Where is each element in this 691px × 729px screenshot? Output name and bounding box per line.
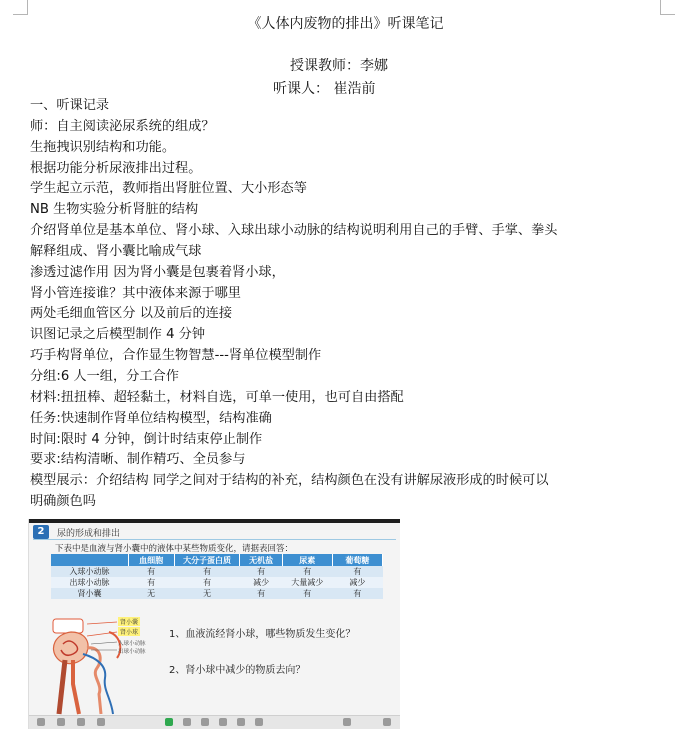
toolbar-tool-icon[interactable] bbox=[77, 718, 85, 726]
nephron-diagram bbox=[43, 614, 163, 719]
table-row bbox=[51, 566, 383, 577]
notes-line: 材料:扭扭棒、超轻黏土，材料自选，可单一使用，也可自由搭配 bbox=[30, 389, 404, 405]
table-cell: 大量减少 bbox=[282, 577, 332, 588]
notes-line: 解释组成、肾小囊比喻成气球 bbox=[30, 243, 202, 259]
table-header-cell: 尿素 bbox=[282, 554, 332, 566]
table-cell: 有 bbox=[332, 588, 382, 599]
notes-line: 明确颜色吗 bbox=[30, 494, 96, 510]
notes-body bbox=[30, 96, 670, 513]
notes-line: 分组:6 人一组，分工合作 bbox=[30, 368, 179, 384]
table-row bbox=[51, 577, 383, 588]
notes-line: 师：自主阅读泌尿系统的组成？ bbox=[30, 118, 215, 134]
table-cell: 减少 bbox=[240, 577, 282, 588]
notes-line: 任务:快速制作肾单位结构模型，结构准确 bbox=[30, 410, 272, 426]
table-cell: 有 bbox=[240, 588, 282, 599]
table-header-cell bbox=[51, 554, 128, 566]
notes-line: 根据功能分析尿液排出过程。 bbox=[30, 160, 202, 176]
toolbar-prev-icon[interactable] bbox=[343, 718, 351, 726]
toolbar-shape-icon[interactable] bbox=[219, 718, 227, 726]
table-cell: 无 bbox=[174, 588, 240, 599]
table-cell: 有 bbox=[282, 566, 332, 577]
notes-line: 识图记录之后模型制作 4 分钟 bbox=[30, 327, 206, 343]
table-cell: 有 bbox=[174, 577, 240, 588]
section-number-badge: 2 bbox=[33, 525, 49, 539]
table-cell: 入球小动脉 bbox=[51, 566, 128, 577]
notes-line: 模型展示：介绍结构 同学之间对于结构的补充，结构颜色在没有讲解尿液形成的时候可以 bbox=[30, 473, 549, 489]
table-cell: 有 bbox=[240, 566, 282, 577]
table-cell: 有 bbox=[332, 566, 382, 577]
notes-line: 生拖拽识别结构和功能。 bbox=[30, 139, 176, 155]
toolbar-pen-icon[interactable] bbox=[183, 718, 191, 726]
slide-top-bar bbox=[29, 519, 400, 523]
toolbar-next-icon[interactable] bbox=[383, 718, 391, 726]
substance-table bbox=[51, 554, 383, 599]
table-header-cell: 葡萄糖 bbox=[332, 554, 382, 566]
table-header-cell: 无机盐 bbox=[240, 554, 282, 566]
label-glomerulus: 肾小球 bbox=[120, 629, 139, 636]
listener-line: 听课人： 崔浩前 bbox=[273, 81, 376, 97]
notes-line: 肾小管连接谁？其中液体来源于哪里 bbox=[30, 285, 241, 301]
table-cell: 有 bbox=[174, 566, 240, 577]
table-header-cell: 血细胞 bbox=[128, 554, 174, 566]
toolbar-undo-icon[interactable] bbox=[237, 718, 245, 726]
notes-line: 巧手构肾单位，合作显生物智慧---肾单位模型制作 bbox=[30, 348, 322, 364]
slide-section-header bbox=[33, 525, 396, 540]
table-cell: 减少 bbox=[332, 577, 382, 588]
toolbar-tool-icon[interactable] bbox=[97, 718, 105, 726]
toolbar-home-icon[interactable] bbox=[37, 718, 45, 726]
notes-line: 一、听课记录 bbox=[30, 98, 110, 113]
table-cell: 有 bbox=[128, 577, 174, 588]
label-renal-capsule: 肾小囊 bbox=[120, 619, 139, 626]
table-cell: 有 bbox=[282, 588, 332, 599]
toolbar-pointer-icon[interactable] bbox=[165, 718, 173, 726]
toolbar-tool-icon[interactable] bbox=[255, 718, 263, 726]
slide-question-1: 1、血液流经肾小球，哪些物质发生变化？ bbox=[169, 629, 356, 640]
notes-line: NB 生物实验分析肾脏的结构 bbox=[30, 202, 199, 218]
presentation-toolbar bbox=[29, 715, 400, 729]
label-efferent-arteriole: 出球小动脉 bbox=[118, 649, 146, 655]
notes-line: 时间:限时 4 分钟，倒计时结束停止制作 bbox=[30, 431, 263, 447]
section-title: 尿的形成和排出 bbox=[57, 529, 121, 539]
notes-line: 介绍肾单位是基本单位、肾小球、入球出球小动脉的结构说明利用自己的手臂、手掌、拳头 bbox=[30, 223, 558, 239]
teacher-line: 授课教师：李娜 bbox=[290, 58, 388, 74]
table-cell: 肾小囊 bbox=[51, 588, 128, 599]
embedded-slide-image bbox=[28, 519, 400, 729]
toolbar-eraser-icon[interactable] bbox=[201, 718, 209, 726]
table-header-row bbox=[51, 554, 383, 566]
table-cell: 出球小动脉 bbox=[51, 577, 128, 588]
document-title: 《人体内废物的排出》听课笔记 bbox=[247, 16, 444, 32]
slide-question-2: 2、肾小球中减少的物质去向？ bbox=[169, 665, 306, 676]
nephron-drawing bbox=[43, 614, 163, 719]
notes-line: 两处毛细血管区分 以及前后的连接 bbox=[30, 306, 233, 322]
table-row bbox=[51, 588, 383, 599]
notes-line: 学生起立示范，教师指出肾脏位置、大小形态等 bbox=[30, 181, 307, 197]
notes-line: 要求:结构清晰、制作精巧、全员参与 bbox=[30, 452, 246, 468]
toolbar-menu-icon[interactable] bbox=[57, 718, 65, 726]
notes-line: 渗透过滤作用 因为肾小囊是包裹着肾小球， bbox=[30, 264, 285, 280]
table-cell: 有 bbox=[128, 566, 174, 577]
table-header-cell: 大分子蛋白质 bbox=[174, 554, 240, 566]
table-cell: 无 bbox=[128, 588, 174, 599]
slide-question: 下表中是血液与肾小囊中的液体中某些物质变化，请据表回答： bbox=[55, 544, 294, 554]
label-afferent-arteriole: 入球小动脉 bbox=[118, 641, 146, 647]
